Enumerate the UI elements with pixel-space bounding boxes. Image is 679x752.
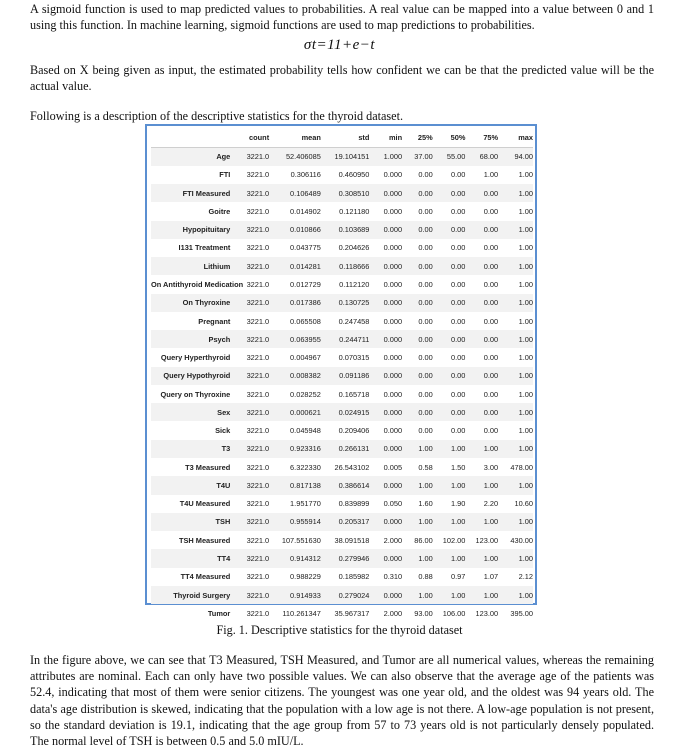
table-cell: 0.00 (451, 261, 466, 271)
table-cell: 1.60 (418, 499, 433, 509)
descriptive-statistics-table (151, 128, 533, 622)
table-cell: 0.00 (451, 389, 466, 399)
table-cell: 1.00 (518, 334, 533, 344)
table-cell: 1.00 (451, 553, 466, 563)
table-cell: 1.00 (518, 225, 533, 235)
table-cell: 0.205317 (338, 517, 370, 527)
table-cell: 1.00 (518, 206, 533, 216)
table-cell: 2.12 (518, 572, 533, 582)
table-cell: 0.00 (418, 188, 433, 198)
table-cell: 0.070315 (338, 353, 370, 363)
table-cell: 3221.0 (246, 279, 270, 289)
intro-paragraph: A sigmoid function is used to map predicted values to probabilities. A real value can be mapped into a value between 0 and 1 using this function. In machine learning, sigmoid functions are used to map predictions to probabilities. (30, 2, 654, 33)
table-cell: 3221.0 (246, 572, 270, 582)
table-cell: 395.00 (510, 608, 533, 618)
table-cell: 0.165718 (338, 389, 370, 399)
table-cell: 3221.0 (246, 353, 270, 363)
table-cell: 10.60 (514, 499, 533, 509)
table-cell: 3221.0 (246, 206, 270, 216)
table-cell: 0.045948 (290, 426, 321, 436)
row-label: TT4 (217, 553, 231, 563)
table-cell: 0.00 (483, 353, 499, 363)
descriptive-statistics-figure (145, 124, 537, 618)
table-cell: 3221.0 (246, 371, 270, 381)
table-cell: 478.00 (510, 462, 533, 472)
table-row (151, 513, 533, 531)
table-cell: 0.000 (383, 261, 403, 271)
table-cell: 1.00 (518, 261, 533, 271)
table-cell: 3221.0 (246, 334, 270, 344)
row-label: Sick (215, 426, 231, 436)
table-cell: 0.247458 (338, 316, 370, 326)
table-cell: 0.00 (418, 243, 433, 253)
table-row (151, 330, 533, 348)
table-cell: 1.00 (418, 444, 433, 454)
table-cell: 3221.0 (246, 316, 270, 326)
table-cell: 0.185982 (338, 572, 370, 582)
table-cell: 1.00 (483, 480, 499, 490)
row-label: T4U Measured (179, 499, 231, 509)
row-label: On Thyroxine (182, 298, 231, 308)
table-row (151, 148, 533, 166)
table-cell: 86.00 (414, 535, 433, 545)
table-cell: 2.000 (383, 535, 403, 545)
column-header: 75% (465, 128, 498, 148)
table-cell: 1.00 (518, 553, 533, 563)
table-cell: 1.00 (518, 243, 533, 253)
table-cell: 1.00 (418, 517, 433, 527)
table-cell: 0.00 (418, 225, 433, 235)
table-cell: 0.00 (418, 407, 433, 417)
table-cell: 0.065508 (290, 316, 321, 326)
table-cell: 0.00 (451, 279, 466, 289)
row-label: Goitre (208, 206, 231, 216)
table-cell: 0.923316 (290, 444, 321, 454)
table-cell: 0.000621 (290, 407, 321, 417)
table-cell: 0.118666 (339, 261, 370, 271)
table-cell: 0.244711 (339, 334, 370, 344)
table-cell: 3221.0 (246, 407, 270, 417)
table-cell: 0.000 (383, 590, 403, 600)
table-cell: 1.50 (451, 462, 466, 472)
table-cell: 0.010866 (290, 225, 321, 235)
row-label: Psych (208, 334, 231, 344)
table-cell: 1.00 (518, 389, 533, 399)
row-label: TT4 Measured (180, 572, 231, 582)
table-cell: 3221.0 (246, 462, 270, 472)
table-row (151, 440, 533, 458)
table-cell: 0.112120 (339, 279, 370, 289)
table-cell: 0.004967 (290, 353, 321, 363)
table-row (151, 184, 533, 202)
table-cell: 0.00 (418, 261, 433, 271)
table-cell: 0.000 (383, 444, 403, 454)
table-cell: 430.00 (510, 535, 533, 545)
table-cell: 52.406085 (285, 152, 321, 162)
table-cell: 0.000 (383, 334, 403, 344)
table-cell: 0.955914 (290, 517, 321, 527)
table-cell: 3221.0 (246, 590, 270, 600)
table-row (151, 604, 533, 622)
row-label: Sex (217, 407, 231, 417)
table-cell: 1.00 (518, 517, 533, 527)
table-cell: 0.209406 (338, 426, 370, 436)
table-cell: 3221.0 (246, 152, 270, 162)
table-header-corner (151, 128, 233, 148)
table-cell: 0.000 (383, 316, 403, 326)
table-cell: 0.00 (451, 407, 466, 417)
table-cell: 0.000 (383, 426, 403, 436)
table-cell: 93.00 (414, 608, 433, 618)
row-label: T4U (216, 480, 231, 490)
table-cell: 0.00 (451, 225, 466, 235)
table-cell: 0.00 (451, 170, 466, 180)
table-cell: 0.914312 (290, 553, 321, 563)
based-paragraph: Based on X being given as input, the estimated probability tells how confident we can be that the predicted value will be the actual value. (30, 63, 654, 94)
table-cell: 1.00 (518, 316, 533, 326)
table-cell: 0.310 (383, 572, 403, 582)
row-label: Query Hyperthyroid (160, 353, 231, 363)
table-cell: 123.00 (475, 535, 499, 545)
table-cell: 0.000 (383, 371, 403, 381)
table-cell: 106.00 (442, 608, 466, 618)
table-cell: 0.00 (418, 334, 433, 344)
table-cell: 0.00 (451, 371, 466, 381)
table-cell: 3221.0 (246, 444, 270, 454)
table-row (151, 421, 533, 439)
table-cell: 3221.0 (246, 499, 270, 509)
table-cell: 0.000 (383, 298, 403, 308)
table-row (151, 495, 533, 513)
table-row (151, 257, 533, 275)
table-cell: 0.000 (383, 517, 403, 527)
table-cell: 0.00 (483, 261, 499, 271)
table-row (151, 239, 533, 257)
table-cell: 0.091186 (339, 371, 370, 381)
table-cell: 1.00 (483, 553, 499, 563)
table-cell: 0.00 (483, 389, 499, 399)
table-cell: 3.00 (483, 462, 499, 472)
table-cell: 0.00 (483, 243, 499, 253)
table-cell: 1.00 (483, 517, 499, 527)
table-cell: 0.00 (483, 279, 499, 289)
table-cell: 3221.0 (246, 535, 270, 545)
table-cell: 0.00 (418, 298, 433, 308)
table-cell: 3221.0 (246, 298, 270, 308)
table-cell: 0.00 (418, 371, 433, 381)
table-cell: 1.00 (518, 407, 533, 417)
table-cell: 1.90 (451, 499, 466, 509)
table-cell: 0.000 (383, 553, 403, 563)
table-cell: 0.017386 (290, 298, 321, 308)
table-cell: 1.000 (383, 152, 403, 162)
table-row (151, 586, 533, 604)
table-cell: 0.00 (451, 334, 466, 344)
table-cell: 0.063955 (290, 334, 321, 344)
table-cell: 107.551630 (281, 535, 321, 545)
table-cell: 0.000 (383, 206, 403, 216)
table-cell: 0.028252 (290, 389, 321, 399)
table-row (151, 458, 533, 476)
table-cell: 1.00 (451, 444, 466, 454)
table-cell: 0.008382 (290, 371, 321, 381)
table-cell: 0.00 (451, 353, 466, 363)
table-cell: 0.00 (483, 334, 499, 344)
table-cell: 0.460950 (338, 170, 370, 180)
row-label: Query Hypothyroid (163, 371, 231, 381)
table-cell: 1.00 (518, 170, 533, 180)
table-cell: 3221.0 (246, 480, 270, 490)
table-row (151, 403, 533, 421)
table-cell: 3221.0 (246, 608, 270, 618)
column-header: mean (269, 128, 321, 148)
table-cell: 0.000 (383, 188, 403, 198)
table-cell: 35.967317 (334, 608, 370, 618)
table-cell: 1.00 (518, 353, 533, 363)
table-cell: 0.00 (483, 225, 499, 235)
table-row (151, 531, 533, 549)
table-cell: 110.261347 (282, 608, 321, 618)
table-cell: 0.00 (451, 206, 466, 216)
table-cell: 0.308510 (338, 188, 370, 198)
table-cell: 1.00 (518, 480, 533, 490)
table-cell: 0.88 (418, 572, 433, 582)
table-cell: 1.951770 (290, 499, 321, 509)
table-cell: 0.00 (418, 206, 433, 216)
row-label: TSH Measured (178, 535, 231, 545)
row-label: Pregnant (198, 316, 231, 326)
table-cell: 2.20 (483, 499, 499, 509)
table-cell: 1.00 (518, 590, 533, 600)
figure-caption: Fig. 1. Descriptive statistics for the thyroid dataset (216, 623, 463, 637)
table-row (151, 476, 533, 494)
table-cell: 102.00 (442, 535, 466, 545)
table-cell: 0.000 (383, 353, 403, 363)
table-cell: 0.00 (451, 188, 466, 198)
table-cell: 0.204626 (338, 243, 370, 253)
table-cell: 0.014902 (290, 206, 321, 216)
table-cell: 0.00 (418, 316, 433, 326)
table-cell: 123.00 (475, 608, 499, 618)
table-cell: 1.00 (518, 279, 533, 289)
table-cell: 0.00 (483, 316, 499, 326)
table-cell: 0.279946 (338, 553, 370, 563)
table-cell: 0.988229 (290, 572, 321, 582)
table-cell: 2.000 (383, 608, 403, 618)
table-cell: 0.103689 (338, 225, 370, 235)
row-label: Query on Thyroxine (160, 389, 231, 399)
column-header: count (233, 128, 269, 148)
table-cell: 0.000 (383, 407, 403, 417)
table-row (151, 385, 533, 403)
table-cell: 1.00 (418, 553, 433, 563)
following-paragraph: Following is a description of the descriptive statistics for the thyroid dataset. (30, 109, 403, 123)
table-cell: 0.121180 (339, 206, 370, 216)
table-cell: 55.00 (446, 152, 466, 162)
column-header: 50% (433, 128, 466, 148)
sigmoid-formula: σt=11+e−t (303, 37, 376, 53)
table-row (151, 166, 533, 184)
table-cell: 0.106489 (290, 188, 321, 198)
table-cell: 1.00 (451, 590, 466, 600)
table-cell: 0.00 (418, 279, 433, 289)
table-cell: 0.817138 (290, 480, 321, 490)
table-cell: 0.000 (383, 480, 403, 490)
table-row (151, 294, 533, 312)
column-header: 25% (402, 128, 433, 148)
table-cell: 0.000 (383, 389, 403, 399)
table-cell: 0.00 (483, 407, 499, 417)
table-cell: 0.00 (418, 426, 433, 436)
table-cell: 1.00 (483, 444, 499, 454)
table-body (151, 148, 533, 623)
table-cell: 0.00 (418, 389, 433, 399)
table-cell: 0.014281 (290, 261, 321, 271)
table-cell: 68.00 (479, 152, 499, 162)
table-cell: 37.00 (414, 152, 433, 162)
row-label: FTI Measured (182, 188, 231, 198)
column-header: min (369, 128, 402, 148)
table-cell: 0.00 (451, 298, 466, 308)
table-cell: 1.00 (518, 444, 533, 454)
table-cell: 1.00 (483, 170, 499, 180)
table-cell: 0.266131 (338, 444, 370, 454)
table-cell: 1.00 (518, 298, 533, 308)
table-cell: 0.000 (383, 279, 403, 289)
table-cell: 0.000 (383, 225, 403, 235)
table-cell: 3221.0 (246, 261, 270, 271)
table-row (151, 568, 533, 586)
table-cell: 0.00 (483, 298, 499, 308)
table-cell: 0.00 (451, 243, 466, 253)
table-cell: 0.000 (383, 243, 403, 253)
table-cell: 3221.0 (246, 426, 270, 436)
table-row (151, 202, 533, 220)
row-label: Thyroid Surgery (173, 590, 231, 600)
table-cell: 3221.0 (246, 389, 270, 399)
table-cell: 6.322330 (290, 462, 321, 472)
table-cell: 0.050 (383, 499, 403, 509)
table-cell: 0.005 (383, 462, 403, 472)
table-cell: 0.012729 (290, 279, 321, 289)
table-cell: 1.00 (418, 590, 433, 600)
table-cell: 0.00 (451, 426, 466, 436)
table-cell: 1.00 (483, 590, 499, 600)
table-cell: 0.386614 (338, 480, 370, 490)
analysis-paragraph: In the figure above, we can see that T3 Measured, TSH Measured, and Tumor are all numerical values, whereas the remaining attributes are nominal. Each can only have two possible values. We can also observe that the average age of the patients was 52.4, indicating that most of them were senior citizens. The youngest was one year old, and the oldest was 94 years old. The data's age distribution is skewed, indicating that the population with a low age is not there. A low-age population is not present, so the standard deviation is 19.1, indicating that the age group from 57 to 73 years old is not particularly densely populated. The normal level of TSH is between 0.5 and 5.0 mIU/L. (30, 653, 654, 749)
table-cell: 3221.0 (246, 188, 270, 198)
table-cell: 0.024915 (338, 407, 370, 417)
row-label: I131 Treatment (178, 243, 231, 253)
table-row (151, 312, 533, 330)
table-cell: 19.104151 (334, 152, 370, 162)
table-cell: 0.00 (483, 206, 499, 216)
table-row (151, 367, 533, 385)
table-cell: 0.279024 (338, 590, 370, 600)
table-cell: 0.043775 (290, 243, 321, 253)
table-cell: 3221.0 (246, 225, 270, 235)
table-cell: 0.00 (483, 188, 499, 198)
table-cell: 1.00 (418, 480, 433, 490)
table-cell: 0.00 (483, 426, 499, 436)
table-cell: 0.00 (418, 170, 433, 180)
table-cell: 0.00 (451, 316, 466, 326)
table-cell: 1.00 (518, 426, 533, 436)
table-cell: 94.00 (514, 152, 533, 162)
table-cell: 0.00 (418, 353, 433, 363)
row-label: Age (216, 152, 231, 162)
row-label: FTI (219, 170, 231, 180)
table-cell: 0.000 (383, 170, 403, 180)
row-label: Lithium (203, 261, 231, 271)
table-cell: 0.130725 (338, 298, 370, 308)
row-label: Tumor (207, 608, 231, 618)
table-cell: 1.07 (483, 572, 499, 582)
table-cell: 0.306116 (290, 170, 321, 180)
table-cell: 0.58 (418, 462, 433, 472)
table-row (151, 348, 533, 366)
table-cell: 1.00 (451, 517, 466, 527)
table-cell: 0.839899 (338, 499, 370, 509)
table-row (151, 221, 533, 239)
row-label: T3 Measured (185, 462, 231, 472)
table-cell: 3221.0 (246, 553, 270, 563)
table-cell: 0.914933 (290, 590, 321, 600)
table-cell: 0.97 (451, 572, 466, 582)
row-label: TSH (215, 517, 231, 527)
row-label: Hypopituitary (182, 225, 231, 235)
table-cell: 1.00 (451, 480, 466, 490)
table-cell: 3221.0 (246, 170, 270, 180)
row-label: On Antithyroid Medication (151, 279, 244, 289)
row-label: T3 (221, 444, 231, 454)
table-cell: 26.543102 (334, 462, 370, 472)
table-row (151, 275, 533, 293)
table-cell: 3221.0 (246, 243, 270, 253)
column-header: std (321, 128, 370, 148)
table-cell: 1.00 (518, 371, 533, 381)
table-cell: 1.00 (518, 188, 533, 198)
table-header-row (151, 128, 533, 148)
table-cell: 38.091518 (334, 535, 370, 545)
table-cell: 3221.0 (246, 517, 270, 527)
table-row (151, 549, 533, 567)
column-header: max (498, 128, 533, 148)
table-cell: 0.00 (483, 371, 499, 381)
